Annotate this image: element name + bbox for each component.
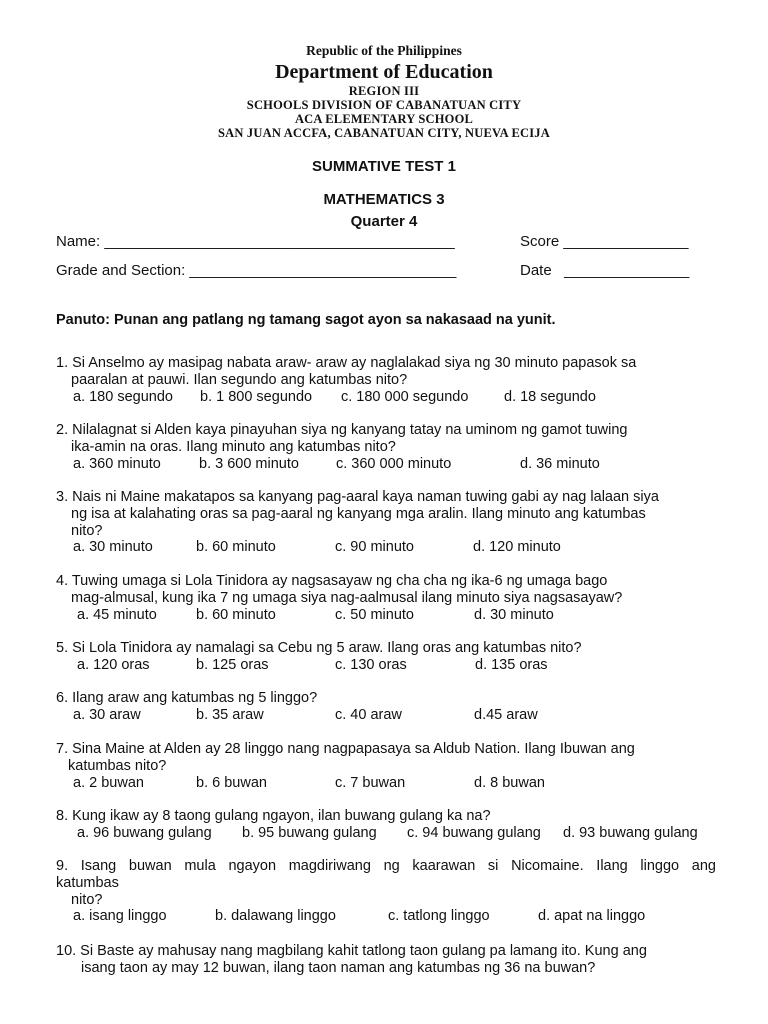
grade-section-field[interactable]: Grade and Section: ________________________________ xyxy=(56,262,457,279)
department-heading: Department of Education xyxy=(275,61,493,83)
question-1 xyxy=(56,355,716,406)
choice-c[interactable]: c. 360 000 minuto xyxy=(336,455,452,472)
choices xyxy=(56,775,716,792)
question-text: 3. Nais ni Maine makatapos sa kanyang pag-aaral kaya naman tuwing gabi ay nag lalaan siya xyxy=(56,489,659,505)
question-text: ng isa at kalahating oras sa pag-aaral ng kanyang mga aralin. Ilang minuto ang katumbas xyxy=(71,505,646,522)
quarter-title: Quarter 4 xyxy=(350,213,418,230)
choice-d[interactable]: d. 18 segundo xyxy=(504,388,596,405)
question-text: katumbas nito? xyxy=(68,757,167,774)
question-text: isang taon ay may 12 buwan, ilang taon naman ang katumbas ng 36 na buwan? xyxy=(81,959,596,976)
question-text: mag-almusal, kung ika 7 ng umaga siya nag-aalmusal ilang minuto siya nagsasayaw? xyxy=(71,589,623,606)
date-field[interactable]: Date _______________ xyxy=(520,262,690,279)
choice-b[interactable]: b. 60 minuto xyxy=(196,606,276,623)
question-text: 9. Isang buwan mula ngayon magdiriwang ng kaarawan si Nicomaine. Ilang linggo ang xyxy=(56,858,716,874)
question-text: 1. Si Anselmo ay masipag nabata araw- araw ay naglalakad siya ng 30 minuto papasok sa xyxy=(56,355,637,371)
choices xyxy=(56,389,716,406)
question-7 xyxy=(56,741,716,792)
address-heading: SAN JUAN ACCFA, CABANATUAN CITY, NUEVA ECIJA xyxy=(218,126,550,140)
choice-a[interactable]: a. 30 araw xyxy=(73,706,141,723)
choice-d[interactable]: d. 120 minuto xyxy=(473,539,561,556)
subject-title: MATHEMATICS 3 xyxy=(323,191,445,208)
question-9 xyxy=(56,858,716,925)
question-text: 7. Sina Maine at Alden ay 28 linggo nang nagpapasaya sa Aldub Nation. Ilang Ibuwan ang xyxy=(56,741,635,757)
choice-a[interactable]: a. 180 segundo xyxy=(73,388,173,405)
question-6 xyxy=(56,690,716,724)
instruction: Panuto: Punan ang patlang ng tamang sagot ayon sa nakasaad na yunit. xyxy=(56,312,556,328)
choice-d[interactable]: d. 135 oras xyxy=(475,656,548,673)
choice-b[interactable]: b. 125 oras xyxy=(196,656,269,673)
choice-c[interactable]: c. 90 minuto xyxy=(335,539,414,556)
choice-d[interactable]: d. 8 buwan xyxy=(474,774,545,791)
score-field[interactable]: Score _______________ xyxy=(520,233,689,250)
choices xyxy=(56,657,716,674)
question-3 xyxy=(56,489,716,556)
choice-b[interactable]: b. dalawang linggo xyxy=(215,908,336,925)
choice-c[interactable]: c. 130 oras xyxy=(335,656,407,673)
question-8 xyxy=(56,808,716,842)
division-heading: SCHOOLS DIVISION OF CABANATUAN CITY xyxy=(246,98,522,112)
question-text: katumbas xyxy=(56,874,119,891)
choice-c[interactable]: c. 7 buwan xyxy=(335,774,406,791)
choices xyxy=(56,707,716,724)
question-text: nito? xyxy=(71,522,103,539)
choice-d[interactable]: d. 93 buwang gulang xyxy=(563,824,698,841)
school-heading: ACA ELEMENTARY SCHOOL xyxy=(294,112,474,126)
choice-d[interactable]: d.45 araw xyxy=(474,706,538,723)
choice-c[interactable]: c. 50 minuto xyxy=(335,606,414,623)
question-2 xyxy=(56,422,716,473)
choice-b[interactable]: b. 35 araw xyxy=(196,706,264,723)
choice-d[interactable]: d. apat na linggo xyxy=(538,908,646,925)
test-title: SUMMATIVE TEST 1 xyxy=(312,158,456,175)
choices xyxy=(56,908,716,925)
question-text: 2. Nilalagnat si Alden kaya pinayuhan siya ng kanyang tatay na uminom ng gamot tuwing xyxy=(56,422,628,438)
choice-a[interactable]: a. 45 minuto xyxy=(77,606,157,623)
question-text: 5. Si Lola Tinidora ay namalagi sa Cebu ng 5 araw. Ilang oras ang katumbas nito? xyxy=(56,640,582,656)
choice-c[interactable]: c. tatlong linggo xyxy=(388,908,490,925)
choice-d[interactable]: d. 30 minuto xyxy=(474,606,554,623)
question-4 xyxy=(56,573,716,624)
choice-b[interactable]: b. 95 buwang gulang xyxy=(242,824,377,841)
question-text: 4. Tuwing umaga si Lola Tinidora ay nagsasayaw ng cha cha ng ika-6 ng umaga bago xyxy=(56,573,608,589)
question-text: ika-amin na oras. Ilang minuto ang katumbas nito? xyxy=(71,438,396,455)
choice-a[interactable]: a. 120 oras xyxy=(77,656,150,673)
choice-c[interactable]: c. 180 000 segundo xyxy=(341,388,469,405)
choice-a[interactable]: a. 30 minuto xyxy=(73,539,153,556)
region-heading: REGION III xyxy=(348,84,420,98)
choice-c[interactable]: c. 40 araw xyxy=(335,706,402,723)
choice-a[interactable]: a. 2 buwan xyxy=(73,774,144,791)
choice-a[interactable]: a. 360 minuto xyxy=(73,455,161,472)
republic-heading: Republic of the Philippines xyxy=(306,43,462,58)
choices xyxy=(56,539,716,556)
choice-a[interactable]: a. 96 buwang gulang xyxy=(77,824,212,841)
choices xyxy=(56,825,716,842)
choice-a[interactable]: a. isang linggo xyxy=(73,908,167,925)
choice-c[interactable]: c. 94 buwang gulang xyxy=(407,824,541,841)
question-text: paaralan at pauwi. Ilan segundo ang katumbas nito? xyxy=(71,371,408,388)
choice-b[interactable]: b. 1 800 segundo xyxy=(200,388,313,405)
question-text: 10. Si Baste ay mahusay nang magbilang kahit tatlong taon gulang pa lamang ito. Kung ang xyxy=(56,943,647,959)
choice-d[interactable]: d. 36 minuto xyxy=(520,455,600,472)
choice-b[interactable]: b. 3 600 minuto xyxy=(199,455,299,472)
name-field[interactable]: Name: __________________________________________ xyxy=(56,233,455,250)
question-10 xyxy=(56,943,716,977)
question-text: 6. Ilang araw ang katumbas ng 5 linggo? xyxy=(56,690,318,706)
choice-b[interactable]: b. 60 minuto xyxy=(196,539,276,556)
choices xyxy=(56,607,716,624)
choice-b[interactable]: b. 6 buwan xyxy=(196,774,267,791)
question-5 xyxy=(56,640,716,674)
question-text: nito? xyxy=(71,891,103,908)
choices xyxy=(56,456,716,473)
question-text: 8. Kung ikaw ay 8 taong gulang ngayon, ilan buwang gulang ka na? xyxy=(56,808,491,824)
